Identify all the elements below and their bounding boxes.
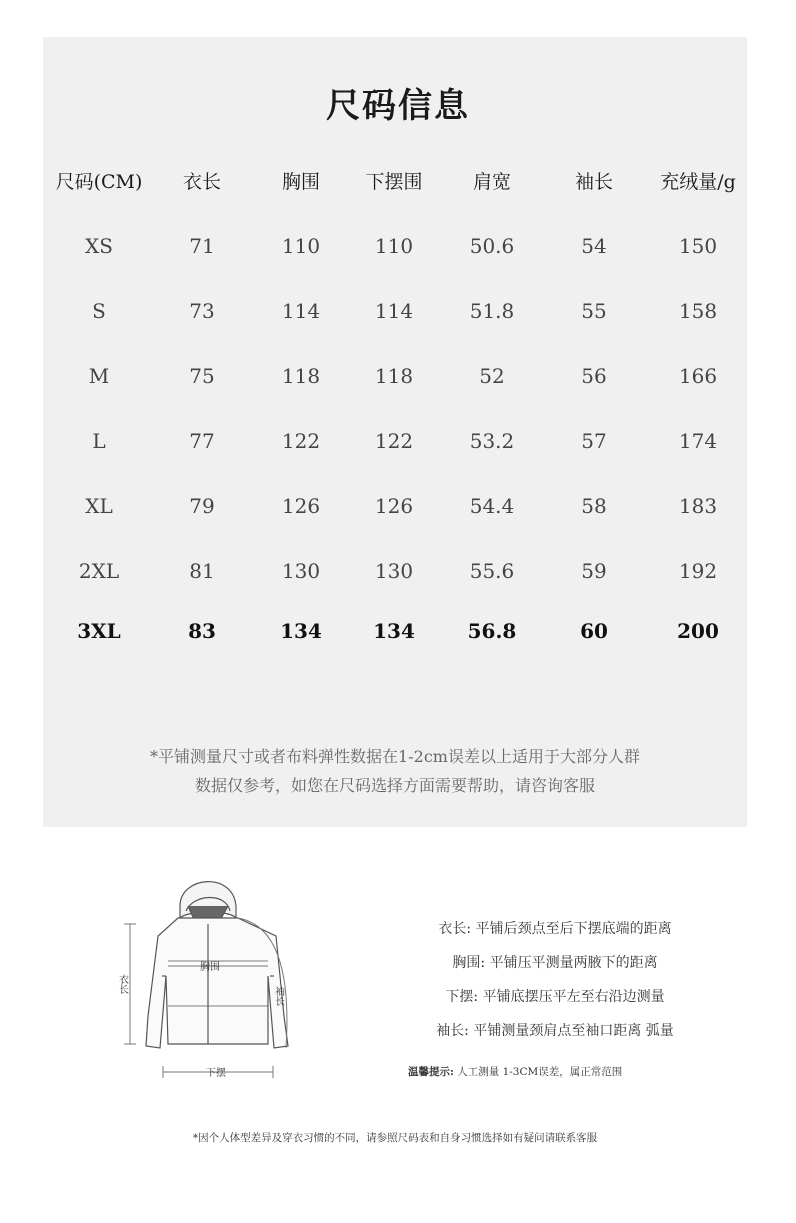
table-cell: 130 — [281, 558, 321, 583]
table-cell: 174 — [678, 428, 718, 453]
footer-note: *因个人体型差异及穿衣习惯的不同，请参照尺码表和自身习惯选择如有疑问请联系客服 — [192, 1132, 598, 1144]
table-cell: 51.8 — [469, 298, 515, 323]
table-cell: 122 — [374, 428, 414, 453]
header-length: 衣长 — [182, 171, 221, 193]
table-cell: 126 — [281, 493, 321, 518]
table-cell: 118 — [374, 363, 414, 388]
table-cell: 79 — [189, 493, 215, 518]
table-row — [50, 538, 750, 603]
table-cell: 58 — [581, 493, 607, 518]
warm-tip — [408, 1064, 622, 1079]
table-row — [50, 473, 750, 538]
sleeve-label: 袖长 — [272, 986, 284, 1006]
table-cell: 77 — [189, 428, 215, 453]
table-cell: 57 — [581, 428, 607, 453]
table-cell: 54.4 — [469, 493, 515, 518]
table-cell: 166 — [678, 363, 718, 388]
definition-length: 衣长: 平铺后颈点至后下摆底端的距离 — [438, 921, 672, 937]
table-cell: 200 — [677, 618, 719, 643]
table-cell: 73 — [189, 298, 215, 323]
table-row — [50, 408, 750, 473]
table-cell: 55.6 — [469, 558, 515, 583]
table-cell: 52 — [479, 363, 505, 388]
table-cell: 183 — [678, 493, 718, 518]
warm-tip-label: 温馨提示: — [408, 1066, 454, 1078]
header-shoulder: 肩宽 — [472, 171, 511, 193]
page-title: 尺码信息 — [326, 86, 470, 126]
table-cell: 59 — [581, 558, 607, 583]
length-label: 衣长 — [116, 974, 128, 994]
table-row — [50, 278, 750, 343]
table-cell: 110 — [374, 233, 414, 258]
table-cell: 83 — [188, 618, 216, 643]
table-cell: 158 — [678, 298, 718, 323]
table-cell: M — [88, 363, 110, 388]
chest-label: 胸围 — [200, 962, 220, 973]
size-table — [50, 148, 750, 658]
table-cell: 75 — [189, 363, 215, 388]
table-cell: 130 — [374, 558, 414, 583]
table-cell: 122 — [281, 428, 321, 453]
measurement-note-line1: *平铺测量尺寸或者布料弹性数据在1-2cm误差以上适用于大部分人群 — [150, 747, 640, 766]
table-cell: 134 — [373, 618, 415, 643]
table-cell: 192 — [678, 558, 718, 583]
header-down-fill: 充绒量/g — [660, 171, 736, 193]
definition-hem: 下摆: 平铺底摆压平左至右沿边测量 — [445, 989, 665, 1005]
header-hem: 下摆围 — [365, 171, 423, 193]
table-cell: 114 — [374, 298, 414, 323]
table-cell: 60 — [580, 618, 608, 643]
table-header-row — [50, 148, 750, 213]
table-cell: XL — [85, 493, 113, 518]
table-cell: 71 — [189, 233, 215, 258]
table-cell: 55 — [581, 298, 607, 323]
jacket-measurement-diagram — [118, 866, 308, 1086]
table-cell: S — [92, 298, 106, 323]
table-cell: 2XL — [78, 558, 120, 583]
header-size: 尺码(CM) — [55, 171, 143, 193]
table-cell: 56 — [581, 363, 607, 388]
header-sleeve: 袖长 — [574, 171, 613, 193]
table-cell: L — [92, 428, 106, 453]
table-cell: 126 — [374, 493, 414, 518]
table-cell: 150 — [678, 233, 718, 258]
table-cell: 118 — [281, 363, 321, 388]
table-cell: 53.2 — [469, 428, 515, 453]
table-row — [50, 603, 750, 658]
table-cell: 3XL — [77, 618, 121, 643]
table-cell: 110 — [281, 233, 321, 258]
table-cell: 81 — [189, 558, 215, 583]
table-cell: 134 — [280, 618, 322, 643]
definition-sleeve: 袖长: 平铺测量颈肩点至袖口距离 弧量 — [436, 1023, 674, 1039]
measurement-definitions — [395, 912, 715, 1048]
measurement-note-line2: 数据仅参考，如您在尺码选择方面需要帮助，请咨询客服 — [194, 776, 595, 795]
table-row — [50, 213, 750, 278]
table-row — [50, 343, 750, 408]
table-cell: XS — [85, 233, 113, 258]
table-cell: 50.6 — [469, 233, 515, 258]
table-cell: 54 — [581, 233, 607, 258]
hem-label: 下摆 — [206, 1068, 226, 1079]
definition-chest: 胸围: 平铺压平测量两腋下的距离 — [452, 955, 658, 971]
table-cell: 114 — [281, 298, 321, 323]
warm-tip-text: 人工测量 1-3CM误差，属正常范围 — [457, 1066, 623, 1078]
header-chest: 胸围 — [281, 171, 320, 193]
table-cell: 56.8 — [467, 618, 517, 643]
